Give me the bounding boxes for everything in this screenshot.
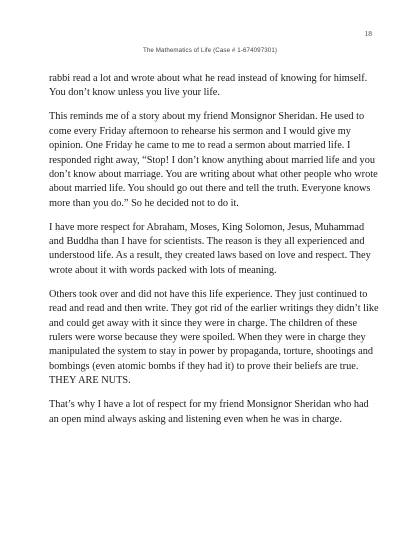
- page-number: 18: [364, 29, 372, 38]
- paragraph: rabbi read a lot and wrote about what he read instead of knowing for himself. You don’t know unless you live your life.: [49, 73, 370, 99]
- running-header: The Mathematics of Life (Case # 1-674097301): [142, 47, 278, 54]
- body-text: [49, 72, 382, 436]
- paragraph: Others took over and did not have this life experience. They just continued to read and read and then write. They got rid of the earlier writings they didn’t like and could get away with it since they were in charge. The children of these rulers were worse because they were spoiled. When they were in charge they manipulated the system to stay in power by propaganda, torture, shootings and bombings (even atomic bombs if they had it) to prove their beliefs are true. THEY ARE NUTS.: [49, 288, 382, 387]
- paragraph: That’s why I have a lot of respect for my friend Monsignor Sheridan who had an open mind always asking and listening even when he was in charge.: [49, 399, 372, 425]
- paragraph: This reminds me of a story about my friend Monsignor Sheridan. He used to come every Friday afternoon to rehearse his sermon and I would give my opinion. One Friday he came to me to read a sermon about married life. I responded right away, “Stop! I don’t know anything about married life and you don’t know about marriage. You are writing about what other people who wrote about married life. You should go out there and tell the truth. Everyone knows more than you do.” So he decided not to do it.: [49, 111, 381, 209]
- paragraph: I have more respect for Abraham, Moses, King Solomon, Jesus, Muhammad and Buddha than I have for scientists. The reason is they all experienced and understood life. As a result, they created laws based on love and respect. They wrote about it with words packed with lots of meaning.: [49, 221, 374, 276]
